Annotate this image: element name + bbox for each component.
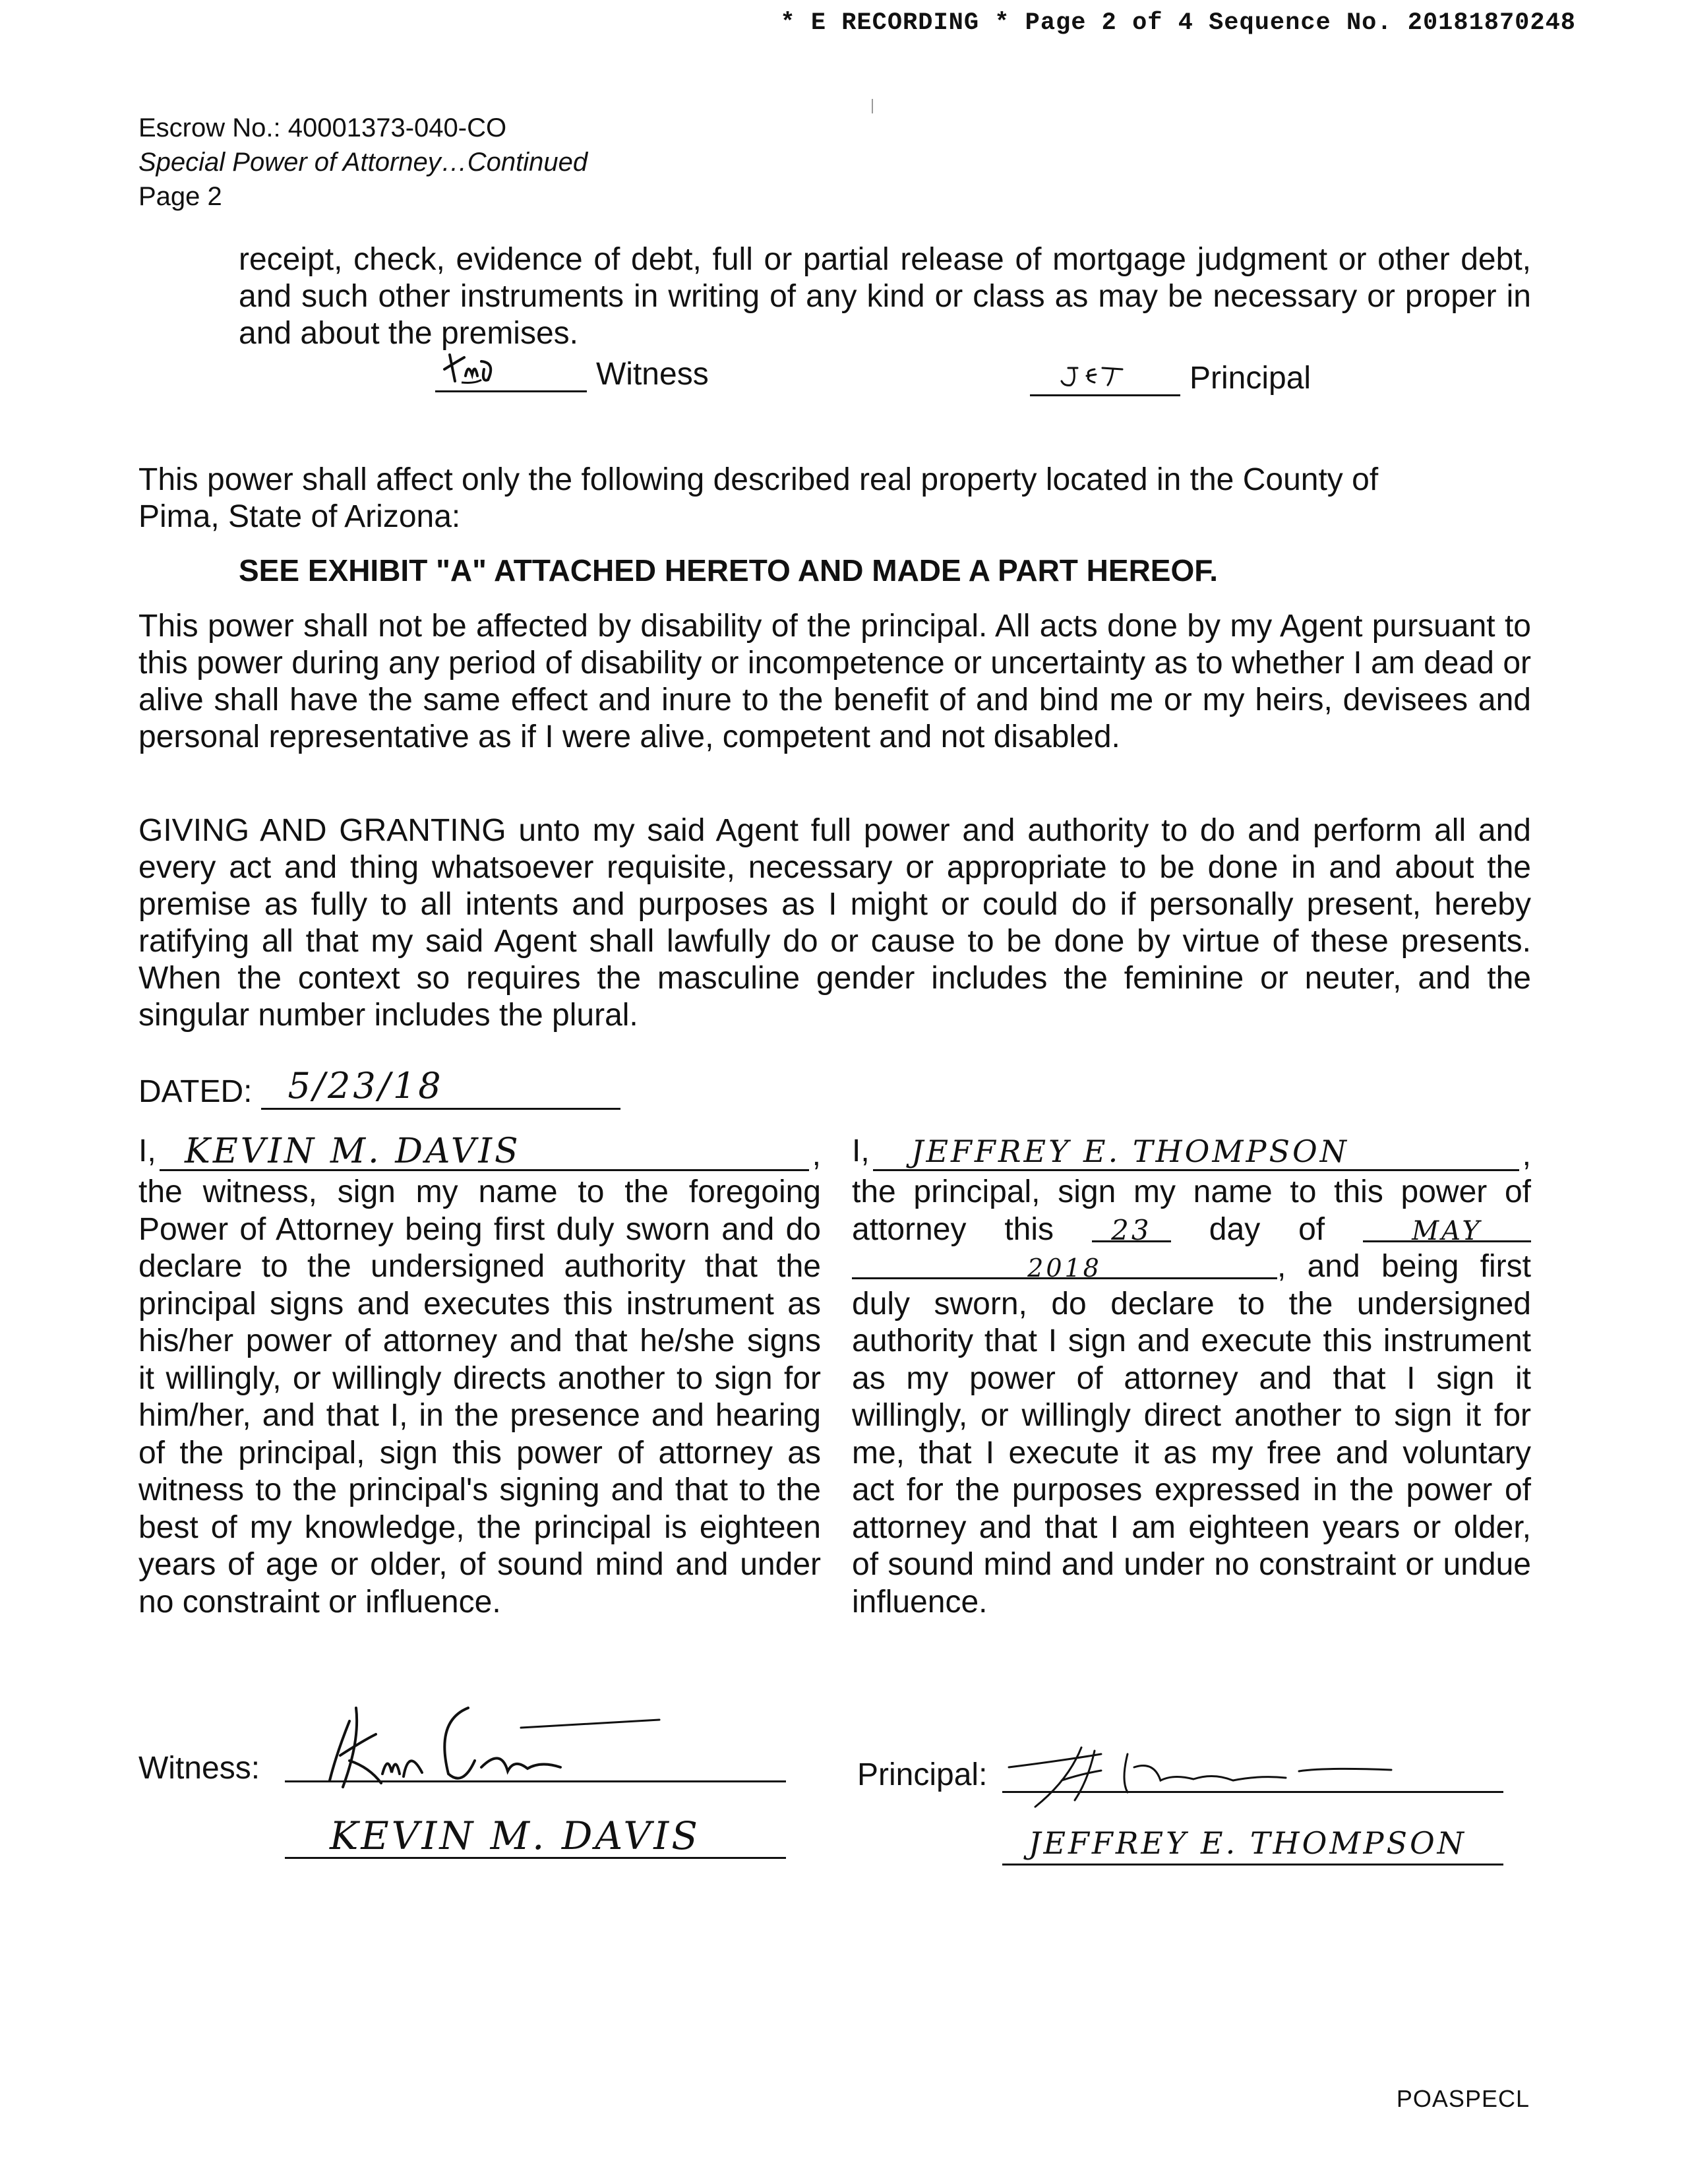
handwritten-month: MAY xyxy=(1412,1215,1482,1246)
witness-initials-label: Witness xyxy=(596,357,709,392)
receipt-paragraph: receipt, check, evidence of debt, full or partial release of mortgage judgment or other debt, and such other instruments in writing of any kind or class as may be necessary or proper in and about the premises. xyxy=(239,242,1531,351)
dated-field xyxy=(261,1065,620,1110)
property-paragraph: This power shall affect only the following described real property located in the County of Pima, State of Arizona: xyxy=(138,462,1379,534)
day-field xyxy=(1092,1211,1171,1246)
witness-printed-name: KEVIN M. DAVIS xyxy=(330,1813,700,1858)
witness-initials-line xyxy=(435,356,709,392)
being-first-text: , and being first xyxy=(1277,1249,1531,1284)
principal-signature xyxy=(996,1741,1431,1813)
principal-initials-scribble xyxy=(1056,360,1155,393)
principal-prefix: I, xyxy=(852,1134,870,1168)
giving-granting-paragraph: GIVING AND GRANTING unto my said Agent full power and authority to do and perform all and every act and thing whatsoever requisite, necessary or appropriate to be done in and about the premise as fully to all intents and purposes as I might or could do if personally present, hereby ratifying all that my said Agent shall lawfully do or cause to be done by virtue of these presents. When the context so requires the masculine gender includes the feminine or neuter, and the singular number includes the plural. xyxy=(138,813,1531,1033)
witness-declaration xyxy=(138,1133,821,1621)
principal-printed-name-rule xyxy=(1002,1864,1503,1866)
witness-prefix: I, xyxy=(138,1134,156,1168)
witness-signature xyxy=(310,1695,679,1794)
principal-declaration xyxy=(852,1133,1531,1621)
dated-line xyxy=(138,1065,620,1110)
year-field xyxy=(852,1248,1277,1283)
principal-initials-field xyxy=(1030,363,1180,396)
witness-initials-scribble xyxy=(435,343,514,389)
handwritten-year: 2018 xyxy=(1027,1254,1102,1283)
principal-name-line xyxy=(852,1133,1531,1174)
principal-printed-name: JEFFREY E. THOMPSON xyxy=(1029,1825,1466,1861)
document-continued-title: Special Power of Attorney…Continued xyxy=(138,148,588,177)
witness-declaration-text: the witness, sign my name to the foregoing Power of Attorney being first duly sworn and do declare to the undersigned authority that the principal signs and executes this instrument as his/her power of attorney and that he/she signs it willingly, or willingly directs another to sign for him/her, and that I, in the presence and hearing of the principal, sign this power of attorney as witness to the principal's signing and that to the best of my knowledge, the principal is eighteen years of age or older, of sound mind and under no constraint or influence. xyxy=(138,1174,821,1620)
form-code: POASPECL xyxy=(1396,2085,1530,2112)
witness-initials-field xyxy=(435,359,587,392)
witness-comma: , xyxy=(812,1137,821,1172)
day-of-label: day of xyxy=(1209,1211,1325,1247)
witness-name-line xyxy=(138,1133,821,1174)
disability-paragraph: This power shall not be affected by disability of the principal. All acts done by my Agent pursuant to this power during any period of disability or incompetence or uncertainty as to whether I am dead or alive shall have the same effect and inure to the benefit of and bind me or my heirs, devisees and personal representative as if I were alive, competent and not disabled. xyxy=(138,609,1531,754)
exhibit-reference: SEE EXHIBIT "A" ATTACHED HERETO AND MADE A PART HEREOF. xyxy=(239,553,1219,588)
principal-initials-line xyxy=(1030,360,1311,396)
handwritten-date: 5/23/18 xyxy=(287,1065,444,1107)
scan-mark xyxy=(872,99,873,113)
principal-comma: , xyxy=(1522,1137,1531,1172)
principal-text-start: the principal, sign my name to this power of attorney this xyxy=(852,1174,1531,1247)
witness-signature-label: Witness: xyxy=(138,1751,260,1786)
escrow-number: Escrow No.: 40001373-040-CO xyxy=(138,113,507,142)
handwritten-day: 23 xyxy=(1111,1213,1152,1246)
principal-declaration-text xyxy=(852,1174,1531,1621)
dated-label: DATED: xyxy=(138,1074,253,1109)
escrow-block xyxy=(138,111,588,214)
page-label: Page 2 xyxy=(138,182,222,211)
principal-signature-label: Principal: xyxy=(857,1757,988,1792)
recording-header: * E RECORDING * Page 2 of 4 Sequence No. 20181870248 xyxy=(780,9,1576,37)
principal-handwritten-name: JEFFREY E. THOMPSON xyxy=(911,1133,1349,1169)
principal-text-rest: duly sworn, do declare to the undersigned authority that I sign and execute this instrument as my power of attorney and that I sign it willingly, or willingly direct another to sign it for me, that I execute it as my free and voluntary act for the purposes expressed in the power of attorney and that I am eighteen years or older, of sound mind and under no constraint or undue influence. xyxy=(852,1286,1531,1620)
month-field xyxy=(1363,1211,1531,1246)
witness-handwritten-name: KEVIN M. DAVIS xyxy=(185,1131,521,1171)
principal-initials-label: Principal xyxy=(1190,361,1311,396)
